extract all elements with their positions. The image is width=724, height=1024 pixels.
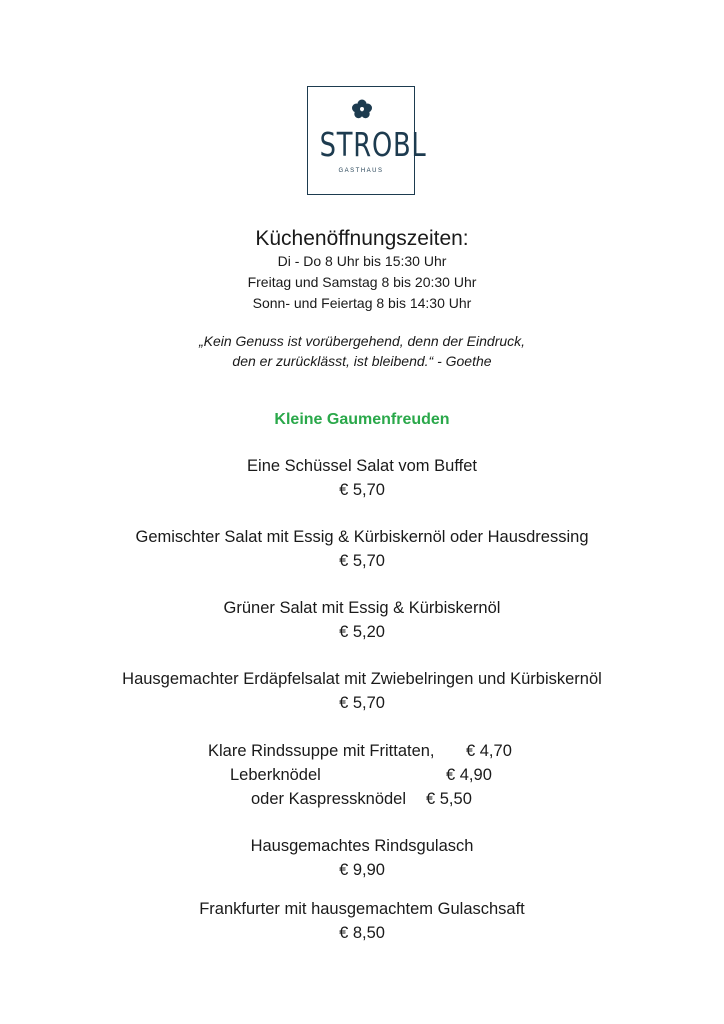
menu-item-name: Hausgemachter Erdäpfelsalat mit Zwiebelringen und Kürbiskernöl [122, 670, 602, 688]
logo [307, 86, 427, 195]
soup-line-1-price: € 4,70 [466, 742, 512, 760]
menu-item-name: Grüner Salat mit Essig & Kürbiskernöl [223, 599, 501, 617]
hours-line-weekdays: Di - Do 8 Uhr bis 15:30 Uhr [277, 253, 447, 269]
hours-line-friday-saturday: Freitag und Samstag 8 bis 20:30 Uhr [247, 274, 477, 290]
menu-item-name: Frankfurter mit hausgemachtem Gulaschsaft [199, 900, 525, 918]
section-title: Kleine Gaumenfreuden [274, 411, 450, 428]
page-title: Küchenöffnungszeiten: [255, 227, 469, 250]
soup-line-2-name: Leberknödel [230, 766, 321, 784]
soup-line-3-price: € 5,50 [426, 790, 472, 808]
menu-item-price: € 9,90 [339, 861, 385, 879]
menu-item-price: € 5,70 [339, 552, 385, 570]
menu-item-name: Gemischter Salat mit Essig & Kürbiskernöl oder Hausdressing [135, 528, 589, 546]
menu-item-name: Eine Schüssel Salat vom Buffet [247, 457, 477, 475]
soup-line-1-name: Klare Rindssuppe mit Frittaten, [208, 742, 435, 760]
menu-item-price: € 8,50 [339, 924, 385, 942]
soup-line-3-name: oder Kaspressknödel [251, 790, 407, 808]
quote-line-1: „Kein Genuss ist vorübergehend, denn der Eindruck, [198, 333, 526, 349]
menu-item-price: € 5,70 [339, 481, 385, 499]
logo-subtitle: GASTHAUS [338, 168, 384, 174]
soup-line-2-price: € 4,90 [446, 766, 492, 784]
flower-icon [352, 99, 372, 119]
menu-item-price: € 5,20 [339, 623, 385, 641]
quote-line-2: den er zurücklässt, ist bleibend.“ - Goethe [232, 353, 492, 369]
logo-name: STROBL [319, 125, 427, 164]
menu-item-price: € 5,70 [339, 694, 385, 712]
hours-line-sunday-holiday: Sonn- und Feiertag 8 bis 14:30 Uhr [252, 295, 472, 311]
menu-item-name: Hausgemachtes Rindsgulasch [250, 837, 474, 855]
